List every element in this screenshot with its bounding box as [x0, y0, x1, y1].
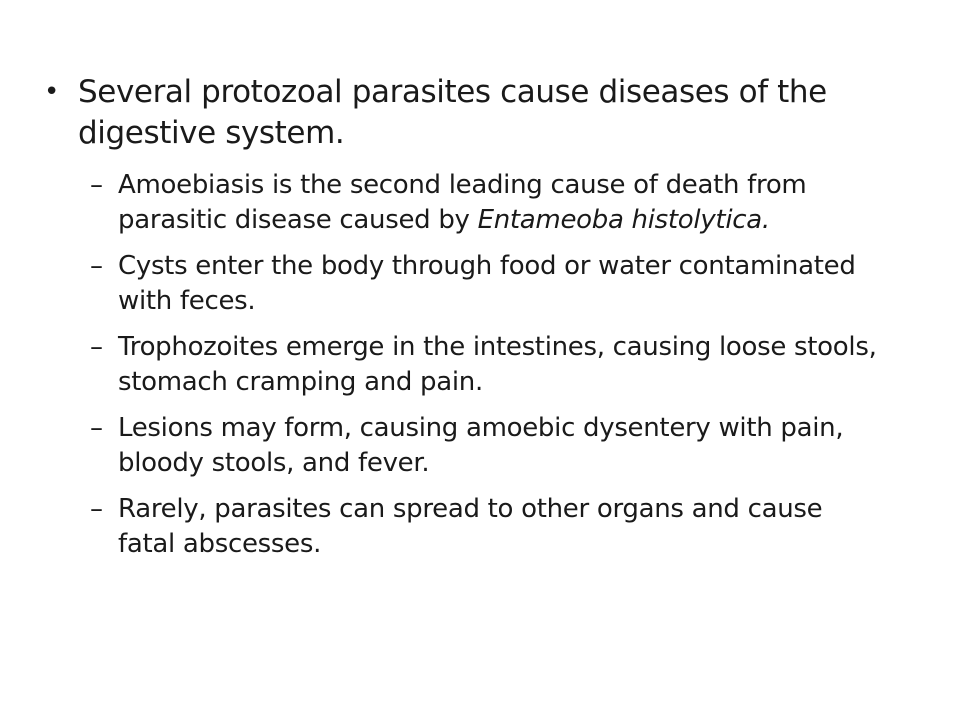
sub-point-text: Rarely, parasites can spread to other organs and cause fatal abscesses. — [118, 494, 823, 559]
main-bullet-point — [44, 72, 884, 154]
main-point-text: Several protozoal parasites cause diseases of the digestive system. — [78, 74, 827, 151]
dash-icon: – — [90, 251, 103, 281]
sub-point-text: Lesions may form, causing amoebic dysentery with pain, bloody stools, and fever. — [118, 413, 844, 478]
dash-icon: – — [90, 332, 103, 362]
sub-point — [44, 249, 884, 319]
dash-icon: – — [90, 494, 103, 524]
slide-content — [44, 72, 884, 573]
sub-point-text: Amoebiasis is the second leading cause of death from parasitic disease caused by — [118, 170, 807, 235]
dash-icon: – — [90, 170, 103, 200]
dash-icon: – — [90, 413, 103, 443]
sub-point-text: Trophozoites emerge in the intestines, causing loose stools, stomach cramping and pain. — [118, 332, 877, 397]
sub-point-list — [44, 168, 884, 562]
bullet-icon: • — [44, 77, 59, 107]
sub-point — [44, 492, 884, 562]
sub-point — [44, 168, 884, 238]
sub-point — [44, 330, 884, 400]
sub-point-text: Cysts enter the body through food or water contaminated with feces. — [118, 251, 856, 316]
sub-point — [44, 411, 884, 481]
species-name: Entameoba histolytica. — [477, 205, 770, 235]
